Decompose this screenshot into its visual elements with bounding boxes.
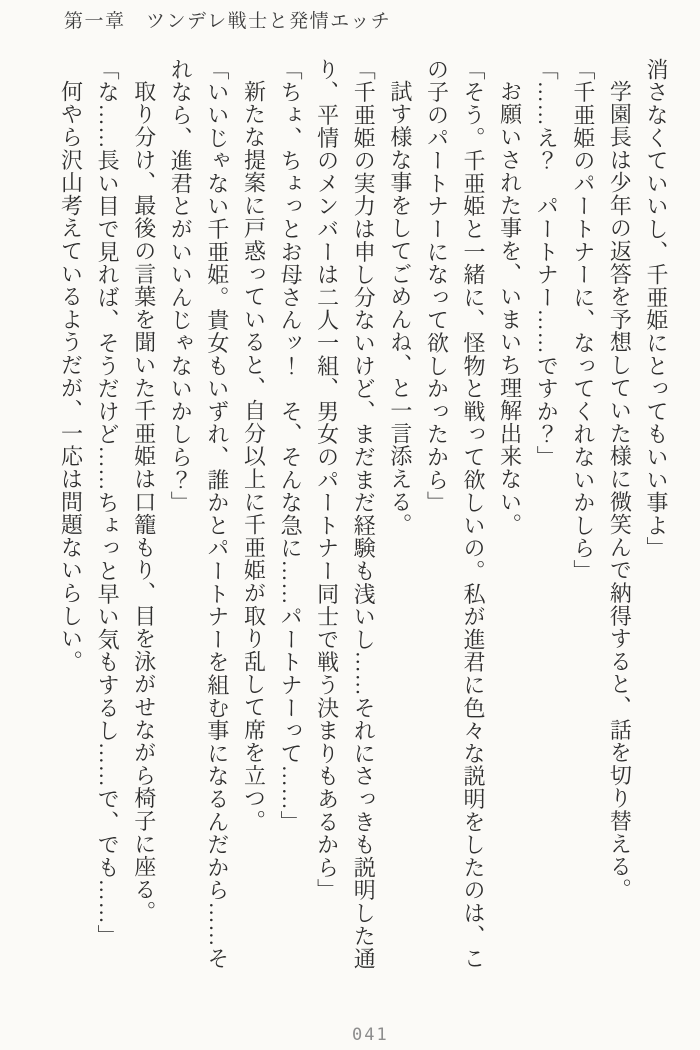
text-line: 「そう。千亜姫と一緒に、怪物と戦って欲しいの。私が進君に色々な説明をしたのは、こ bbox=[461, 58, 487, 970]
text-line: れなら、進君とがいいんじゃないかしら？」 bbox=[168, 58, 194, 514]
text-line: 新たな提案に戸惑っていると、自分以上に千亜姫が取り乱して席を立つ。 bbox=[241, 80, 267, 833]
text-line: 消さなくていいし、千亜姫にとってもいい事よ」 bbox=[644, 58, 669, 560]
chapter-title: 第一章 ツンデレ戦士と発情エッチ bbox=[64, 11, 392, 32]
vertical-text-body bbox=[52, 58, 674, 994]
page-number: 041 bbox=[352, 1025, 389, 1045]
text-line: 「……え？ パートナー……ですか？」 bbox=[534, 58, 560, 469]
text-line: り、平情のメンバーは二人一組、男女のパートナー同士で戦う決まりもあるから」 bbox=[314, 58, 340, 902]
text-line: 学園長は少年の返答を予想していた様に微笑んで納得すると、話を切り替える。 bbox=[607, 80, 633, 901]
text-line: の子のパートナーになって欲しかったから」 bbox=[424, 58, 450, 514]
text-line: 何やら沢山考えているようだが、一応は問題ないらしい。 bbox=[58, 80, 84, 673]
text-line: 「な……長い目で見れば、そうだけど……ちょっと早い気もするし……で、でも……」 bbox=[95, 58, 121, 948]
text-line: 取り分け、最後の言葉を聞いた千亜姫は口籠もり、目を泳がせながら椅子に座る。 bbox=[131, 80, 157, 924]
text-line: お願いされた事を、いまいち理解出来ない。 bbox=[497, 80, 523, 536]
text-line: 「いいじゃない千亜姫。貴女もいずれ、誰かとパートナーを組む事になるんだから……そ bbox=[204, 58, 230, 970]
text-line: 試す様な事をしてごめんね、と一言添える。 bbox=[387, 80, 413, 536]
text-line: 「千亜姫のパートナーに、なってくれないかしら」 bbox=[570, 58, 596, 583]
text-line: 「千亜姫の実力は申し分ないけど、まだまだ経験も浅いし……それにさっきも説明した通 bbox=[351, 58, 377, 970]
text-line: 「ちょ、ちょっとお母さんッ！ そ、そんな急に……パートナーって……」 bbox=[278, 58, 304, 834]
